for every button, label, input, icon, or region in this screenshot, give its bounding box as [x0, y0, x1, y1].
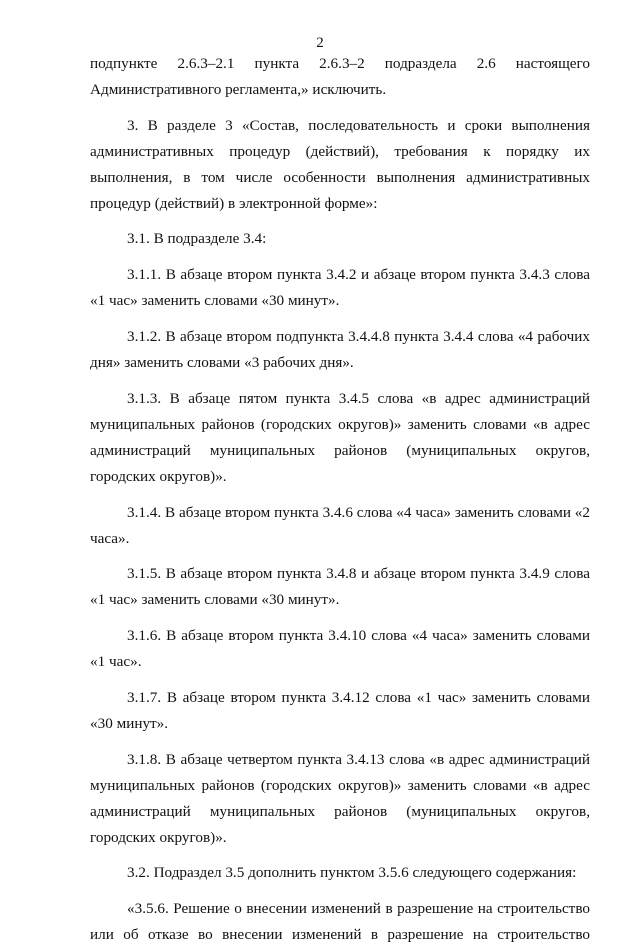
paragraph-3-1-3: 3.1.3. В абзаце пятом пункта 3.4.5 слова «в адрес администраций муниципальных районов (городских округов)» заменить словами «в адрес администраций муниципальных районов (муниципальных округов, городских округов)». — [90, 389, 590, 485]
paragraph-3-1-8: 3.1.8. В абзаце четвертом пункта 3.4.13 слова «в адрес администраций муниципальных районов (городских округов)» заменить словами «в адрес администраций муниципальных районов (муниципальных округов, городских округов)». — [90, 750, 590, 846]
paragraph-continuation: подпункте 2.6.3–2.1 пункта 2.6.3–2 подраздела 2.6 настоящего Административного регламента,» исключить. — [90, 55, 590, 98]
document-body — [90, 51, 590, 948]
page-number: 2 — [316, 35, 324, 51]
paragraph-3-2: 3.2. Подраздел 3.5 дополнить пунктом 3.5.6 следующего содержания: — [127, 864, 577, 882]
paragraph-3-1-7: 3.1.7. В абзаце втором пункта 3.4.12 слова «1 час» заменить словами «30 минут». — [90, 689, 590, 732]
paragraph-3-1-1: 3.1.1. В абзаце втором пункта 3.4.2 и абзаце втором пункта 3.4.3 слова «1 час» заменить словами «30 минут». — [90, 266, 590, 310]
paragraph-3-1-2: 3.1.2. В абзаце втором подпункта 3.4.4.8 пункта 3.4.4 слова «4 рабочих дня» заменить словами «3 рабочих дня». — [90, 328, 590, 372]
paragraph-3-1-6: 3.1.6. В абзаце втором пункта 3.4.10 слова «4 часа» заменить словами «1 час». — [90, 627, 590, 671]
paragraph-3-1: 3.1. В подразделе 3.4: — [127, 230, 267, 248]
paragraph-3-1-4: 3.1.4. В абзаце втором пункта 3.4.6 слова «4 часа» заменить словами «2 часа». — [90, 503, 590, 547]
paragraph-section-3: 3. В разделе 3 «Состав, последовательность и сроки выполнения административных процедур (действий), требования к порядку их выполнения, в том числе особенности выполнения административных процедур (действий) в электронной форме»: — [90, 116, 590, 212]
paragraph-3-1-5: 3.1.5. В абзаце втором пункта 3.4.8 и абзаце втором пункта 3.4.9 слова «1 час» заменить словами «30 минут». — [90, 565, 590, 609]
paragraph-3-5-6-quote: «3.5.6. Решение о внесении изменений в разрешение на строительство или об отказе во внесении изменений в разрешение на строительство — [90, 900, 590, 944]
